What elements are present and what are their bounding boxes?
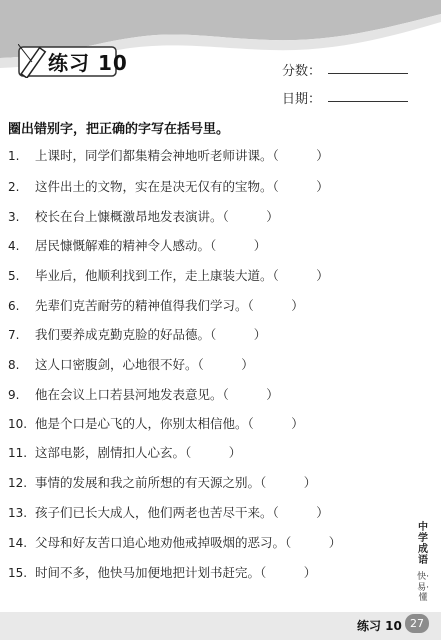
score-line: [328, 73, 408, 74]
instruction-text: 圈出错别字，把正确的字写在括号里。: [8, 122, 230, 137]
question-item: 6. 先辈们克苦耐劳的精神值得我们学习。（ ）: [8, 298, 304, 313]
question-item: 11. 这部电影，剧情扣人心玄。（ ）: [8, 445, 242, 460]
question-item: 4. 居民慷慨解难的精神令人感动。（ ）: [8, 238, 267, 253]
question-item: 1. 上课时，同学们都集精会神地听老师讲课。（ ）: [8, 148, 329, 163]
side-book-subtitle: 快·易·懂: [417, 572, 429, 603]
question-item: 10. 他是个口是心飞的人，你别太相信他。（ ）: [8, 416, 304, 431]
side-book-title: 中学成语: [418, 522, 428, 566]
question-item: 12. 事情的发展和我之前所想的有天源之别。（ ）: [8, 475, 317, 490]
page-number-badge: 27: [405, 614, 429, 633]
question-item: 13. 孩子们已长大成人，他们两老也苦尽干来。（ ）: [8, 505, 329, 520]
date-line: [328, 101, 408, 102]
question-item: 8. 这人口密腹剑，心地很不好。（ ）: [8, 357, 254, 372]
question-item: 9. 他在会议上口若县河地发表意见。（ ）: [8, 387, 279, 402]
question-item: 2. 这件出土的文物，实在是决无仅有的宝物。（ ）: [8, 179, 329, 194]
question-item: 5. 毕业后，他顺利找到工作，走上康装大道。（ ）: [8, 268, 329, 283]
page-title: 练习 10: [48, 51, 128, 75]
question-item: 15. 时间不多，他快马加便地把计划书赶完。（ ）: [8, 565, 317, 580]
score-label: 分数：: [282, 64, 322, 79]
question-item: 3. 校长在台上慷概激昂地发表演讲。（ ）: [8, 209, 279, 224]
question-item: 7. 我们要养成克勤克脸的好品德。（ ）: [8, 327, 267, 342]
question-item: 14. 父母和好友苦口追心地劝他戒掉吸烟的恶习。（ ）: [8, 535, 342, 550]
date-label: 日期：: [282, 92, 322, 107]
footer-label: 练习 10: [357, 619, 402, 633]
